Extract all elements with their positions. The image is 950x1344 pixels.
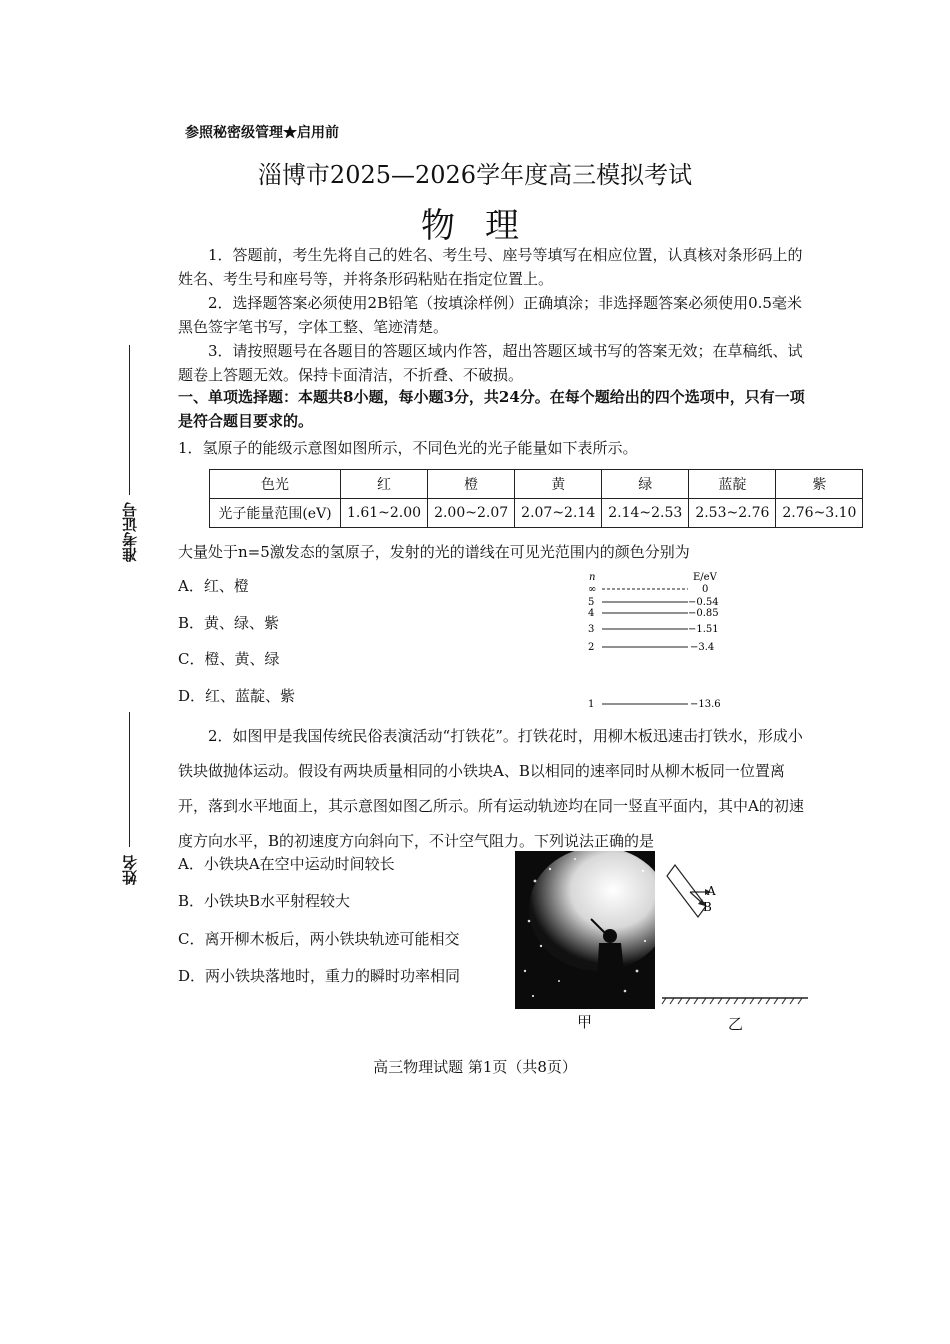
- level-energy-label: −3.4: [690, 642, 715, 653]
- q1-stem: 1．氢原子的能级示意图如图所示，不同色光的光子能量如下表所示。: [178, 439, 638, 457]
- n-axis-label: n: [589, 572, 596, 583]
- secret-level-note: 参照秘密级管理★启用前: [185, 125, 339, 141]
- exam-id-line: [129, 345, 130, 495]
- willow-board: [667, 865, 706, 917]
- iron-flower-photo: [515, 851, 655, 1009]
- table-header-row: [210, 470, 863, 499]
- energy-level-diagram: [580, 566, 740, 712]
- section-heading: 一、单项选择题：本题共8小题，每小题3分，共24分。在每个题给出的四个选项中，只有一项是符合题目要求的。: [178, 388, 805, 430]
- q2-option-c: C．离开柳木板后，两小铁块轨迹可能相交: [178, 930, 460, 948]
- instruction-2: 2．选择题答案必须使用2B铅笔（按填涂样例）正确填涂；非选择题答案必须使用0.5毫米黑色签字笔书写，字体工整、笔迹清楚。: [178, 294, 802, 336]
- figure-a-caption: 甲: [577, 1013, 593, 1031]
- name-label: 姓名: [121, 855, 139, 885]
- label-b: B: [703, 900, 712, 914]
- instruction-1: 1．答题前，考生先将自己的姓名、考生号、座号等填写在相应位置，认真核对条形码上的姓名、考生号和座号等，并将条形码粘贴在指定位置上。: [178, 246, 803, 288]
- q1-option-c: C．橙、黄、绿: [178, 650, 280, 668]
- table-cell: 光子能量范围(eV): [210, 499, 341, 528]
- level-n-label: 1: [588, 699, 595, 710]
- table-cell: 2.53~2.76: [689, 499, 776, 528]
- table-row: [210, 499, 863, 528]
- table-cell: 橙: [428, 470, 515, 499]
- level-n-label: 2: [588, 642, 595, 653]
- table-cell: 紫: [776, 470, 863, 499]
- table-cell: 蓝靛: [689, 470, 776, 499]
- table-cell: 2.14~2.53: [602, 499, 689, 528]
- level-energy-label: −13.6: [690, 699, 721, 710]
- exam-id-label: 准考证号: [121, 502, 139, 562]
- subject-title: 物理: [421, 206, 549, 246]
- table-cell: 黄: [515, 470, 602, 499]
- page-footer: 高三物理试题 第1页（共8页）: [373, 1058, 577, 1076]
- q2-option-d: D．两小铁块落地时，重力的瞬时功率相同: [178, 967, 461, 985]
- table-cell: 红: [341, 470, 428, 499]
- figure-b-caption: 乙: [728, 1015, 744, 1033]
- schematic-diagram: [660, 860, 810, 1010]
- name-line: [129, 712, 130, 847]
- level-n-label: ∞: [588, 584, 597, 595]
- level-energy-label: −1.51: [688, 624, 719, 635]
- table-cell: 色光: [210, 470, 341, 499]
- label-a: A: [707, 884, 716, 898]
- table-cell: 2.07~2.14: [515, 499, 602, 528]
- table-cell: 2.76~3.10: [776, 499, 863, 528]
- q1-option-d: D．红、蓝靛、紫: [178, 687, 296, 705]
- level-n-label: 4: [588, 608, 595, 619]
- level-n-label: 5: [588, 597, 595, 608]
- table-cell: 绿: [602, 470, 689, 499]
- q1-option-b: B．黄、绿、紫: [178, 614, 280, 632]
- level-energy-label: −0.85: [688, 608, 719, 619]
- q1-option-a: A．红、橙: [178, 577, 249, 595]
- q2-option-a: A．小铁块A在空中运动时间较长: [178, 855, 395, 873]
- q2-option-b: B．小铁块B水平射程较大: [178, 892, 351, 910]
- photon-energy-table: [209, 469, 863, 528]
- level-n-label: 3: [588, 624, 595, 635]
- q2-stem: 2．如图甲是我国传统民俗表演活动“打铁花”。打铁花时，用柳木板迅速击打铁水，形成小铁块做抛体运动。假设有两块质量相同的小铁块A、B以相同的速率同时从柳木板同一位置离开，落到水平地面上，其示意图如图乙所示。所有运动轨迹均在同一竖直平面内，其中A的初速度方向水平，B的初速度方向斜向下，不计空气阻力。下列说法正确的是: [178, 727, 804, 850]
- instruction-3: 3．请按照题号在各题目的答题区域内作答，超出答题区域书写的答案无效；在草稿纸、试题卷上答题无效。保持卡面清洁，不折叠、不破损。: [178, 342, 803, 384]
- level-energy-label: −0.54: [688, 597, 719, 608]
- exam-title: 淄博市2025—2026学年度高三模拟考试: [257, 161, 693, 189]
- level-energy-label: 0: [702, 584, 709, 595]
- table-cell: 1.61~2.00: [341, 499, 428, 528]
- table-cell: 2.00~2.07: [428, 499, 515, 528]
- q1-question: 大量处于n=5激发态的氢原子，发射的光的谱线在可见光范围内的颜色分别为: [178, 543, 690, 561]
- energy-axis-label: E/eV: [693, 572, 717, 583]
